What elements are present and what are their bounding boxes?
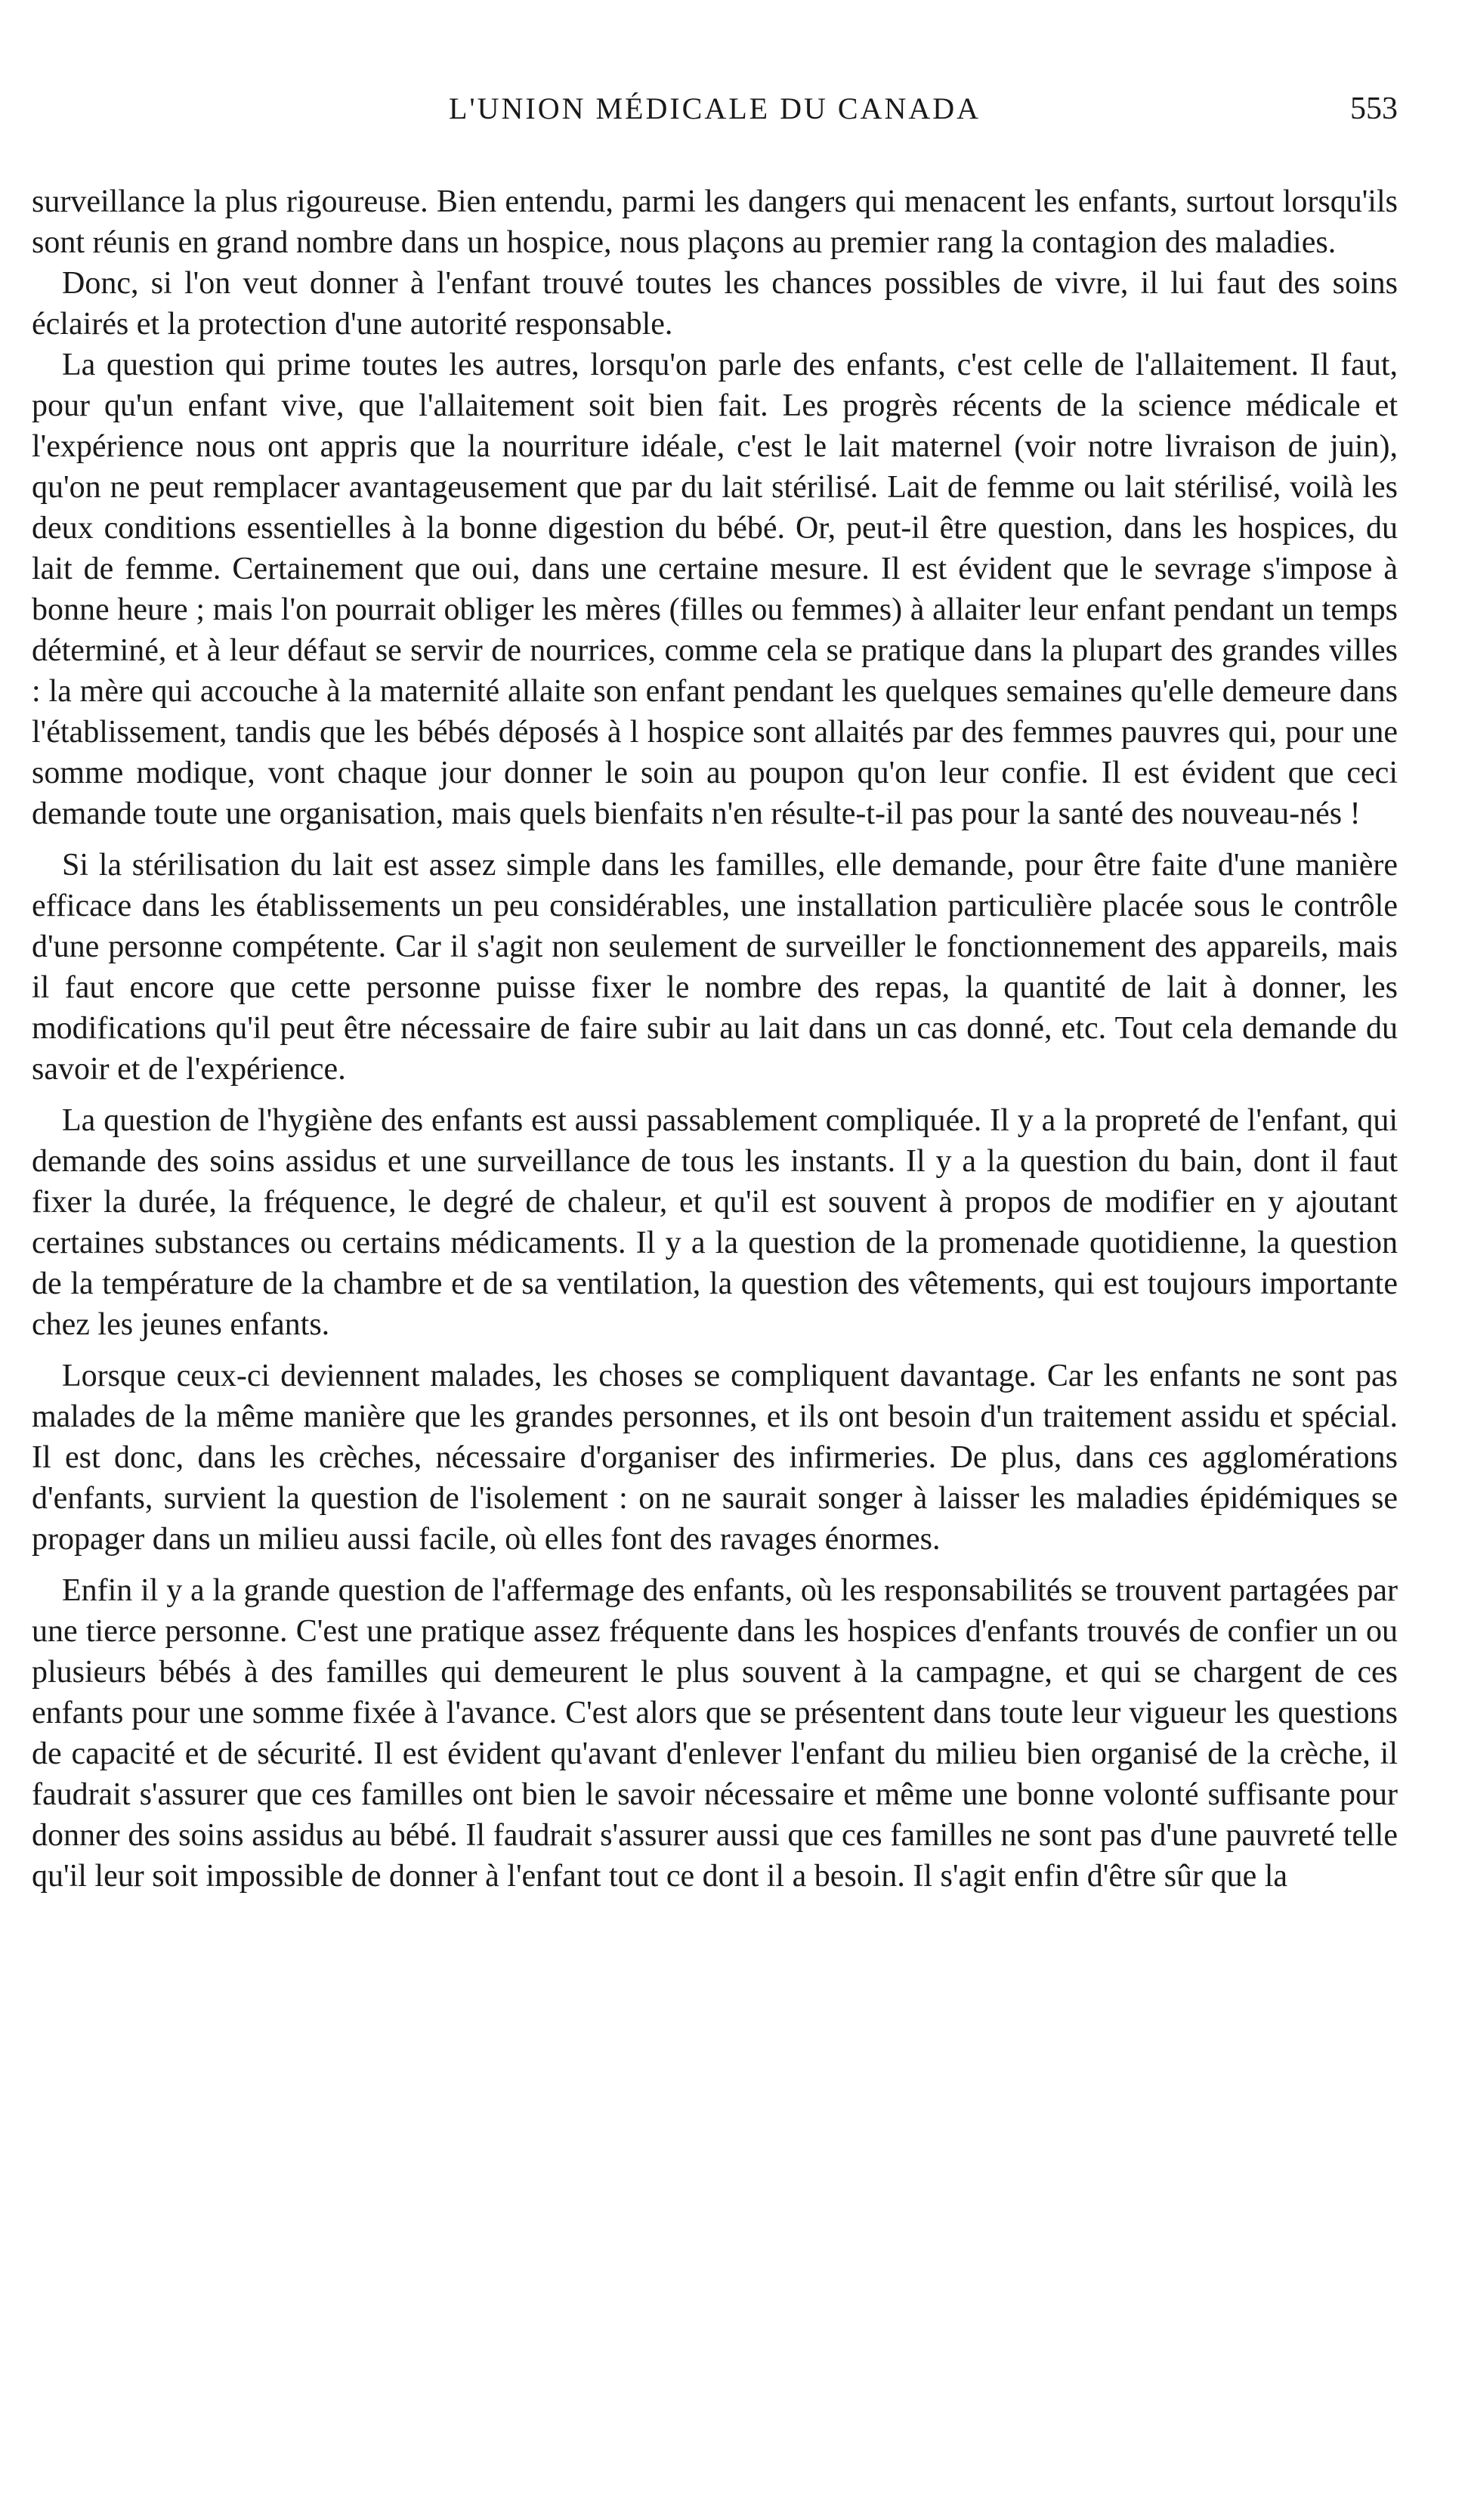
paragraph-6: Lorsque ceux-ci deviennent malades, les choses se compliquent davantage. Car les enfants ne sont pas malades de la même manière que les grandes personnes, et ils ont besoin d'un traitement assidu et spécial. Il est donc, dans les crèches, nécessaire d'organiser des infirmeries. De plus, dans ces agglomérations d'enfants, survient la question de l'isolement : on ne saurait songer à laisser les maladies épidémiques se propager dans un milieu aussi facile, où elles font des ravages énormes. bbox=[32, 1359, 1398, 1557]
article-body bbox=[32, 181, 1398, 1897]
page-number: 553 bbox=[1350, 91, 1398, 126]
paragraph-2: Donc, si l'on veut donner à l'enfant trouvé toutes les chances possibles de vivre, il lui faut des soins éclairés et la protection d'une autorité responsable. bbox=[32, 266, 1398, 342]
page-header bbox=[32, 91, 1398, 136]
paragraph-1: surveillance la plus rigoureuse. Bien entendu, parmi les dangers qui menacent les enfants, surtout lorsqu'ils sont réunis en grand nombre dans un hospice, nous plaçons au premier rang la contagion des maladies. bbox=[32, 184, 1398, 260]
paragraph-5: La question de l'hygiène des enfants est aussi passablement compliquée. Il y a la propreté de l'enfant, qui demande des soins assidus et une surveillance de tous les instants. Il y a la question du bain, dont il faut fixer la durée, la fréquence, le degré de chaleur, et qu'il est souvent à propos de modifier en y ajoutant certaines substances ou certains médicaments. Il y a la question de la promenade quotidienne, la question de la température de la chambre et de sa ventilation, la question des vêtements, qui est toujours importante chez les jeunes enfants. bbox=[32, 1103, 1398, 1342]
paragraph-3: La question qui prime toutes les autres, lorsqu'on parle des enfants, c'est celle de l'allaitement. Il faut, pour qu'un enfant vive, que l'allaitement soit bien fait. Les progrès récents de la science médicale et l'expérience nous ont appris que la nourriture idéale, c'est le lait maternel (voir notre livraison de juin), qu'on ne peut remplacer avantageusement que par du lait stérilisé. Lait de femme ou lait stérilisé, voilà les deux conditions essentielles à la bonne digestion du bébé. Or, peut-il être question, dans les hospices, du lait de femme. Certainement que oui, dans une certaine mesure. Il est évident que le sevrage s'impose à bonne heure ; mais l'on pourrait obliger les mères (filles ou femmes) à allaiter leur enfant pendant un temps déterminé, et à leur défaut se servir de nourrices, comme cela se pratique dans la plupart des grandes villes : la mère qui accouche à la maternité allaite son enfant pendant les quelques semaines qu'elle demeure dans l'établissement, tandis que les bébés déposés à l hospice sont allaités par des femmes pauvres qui, pour une somme modique, vont chaque jour donner le soin au poupon qu'on leur confie. Il est évident que ceci demande toute une organisation, mais quels bienfaits n'en résulte-t-il pas pour la santé des nouveau-nés ! bbox=[32, 348, 1398, 831]
running-title: L'UNION MÉDICALE DU CANADA bbox=[448, 91, 981, 125]
paragraph-7: Enfin il y a la grande question de l'affermage des enfants, où les responsabilités se trouvent partagées par une tierce personne. C'est une pratique assez fréquente dans les hospices d'enfants trouvés de confier un ou plusieurs bébés à des familles qui demeurent le plus souvent à la campagne, et qui se chargent de ces enfants pour une somme fixée à l'avance. C'est alors que se présentent dans toute leur vigueur les questions de capacité et de sécurité. Il est évident qu'avant d'enlever l'enfant du milieu bien organisé de la crèche, il faudrait s'assurer que ces familles ont bien le savoir nécessaire et même une bonne volonté suffisante pour donner des soins assidus au bébé. Il faudrait s'assurer aussi que ces familles ne sont pas d'une pauvreté telle qu'il leur soit impossible de donner à l'enfant tout ce dont il a besoin. Il s'agit enfin d'être sûr que la bbox=[32, 1573, 1398, 1894]
paragraph-4: Si la stérilisation du lait est assez simple dans les familles, elle demande, pour être faite d'une manière efficace dans les établissements un peu considérables, une installation particulière placée sous le contrôle d'une personne compétente. Car il s'agit non seulement de surveiller le fonctionnement des appareils, mais il faut encore que cette personne puisse fixer le nombre des repas, la quantité de lait à donner, les modifications qu'il peut être nécessaire de faire subir au lait dans un cas donné, etc. Tout cela demande du savoir et de l'expérience. bbox=[32, 848, 1398, 1087]
